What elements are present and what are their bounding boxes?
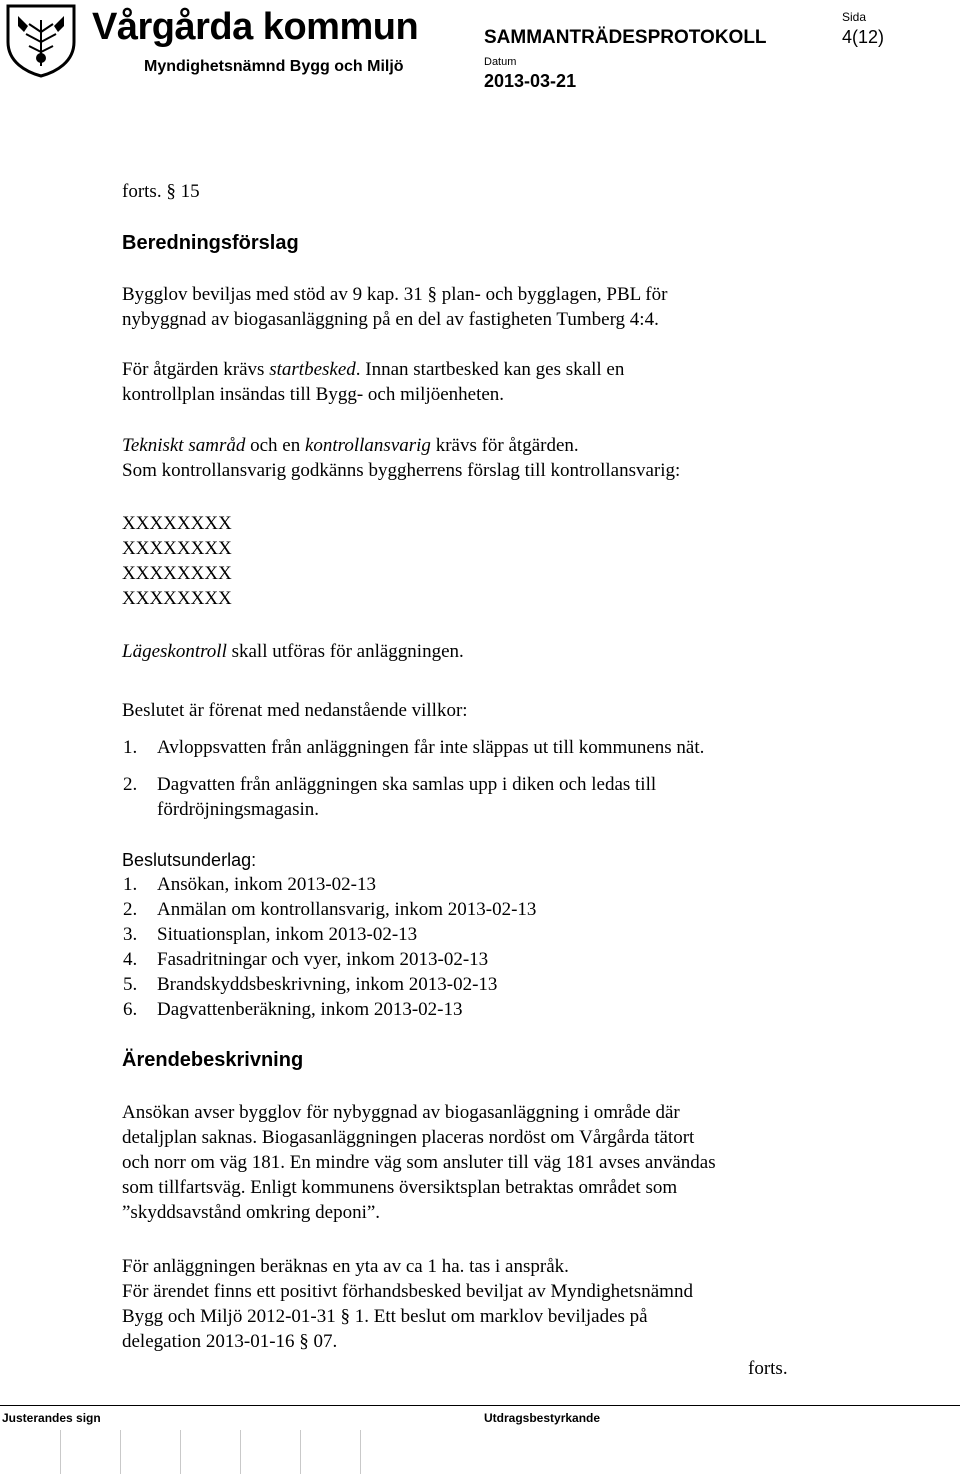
signature-box-divider (60, 1430, 61, 1474)
basis-item (123, 972, 498, 997)
footer-divider (0, 1405, 960, 1406)
startbesked-paragraph (122, 357, 842, 407)
basis-number: 2. (123, 899, 138, 920)
description-line: detaljplan saknas. Biogasanläggningen placeras nordöst om Vårgårda tätort (122, 1127, 695, 1148)
control-line-2: Som kontrollansvarig godkänns byggherrens förslag till kontrollansvarig: (122, 460, 681, 481)
conditions-intro: Beslutet är förenat med nedanstående villkor: (122, 700, 468, 721)
basis-item (123, 872, 377, 897)
signature-box-divider (240, 1430, 241, 1474)
text-run-italic: Lägeskontroll (122, 641, 227, 662)
text-run: . Innan startbesked kan ges skall en (355, 359, 625, 380)
description-paragraph-2 (122, 1254, 842, 1354)
text-run-italic: startbesked (269, 359, 356, 380)
text-run: och en (245, 435, 305, 456)
condition-item (123, 735, 705, 760)
description-paragraph (122, 1100, 842, 1225)
footer-extract-label: Utdragsbestyrkande (484, 1411, 601, 1425)
continuation-paragraph: forts. § 15 (122, 181, 200, 202)
signature-box-divider (300, 1430, 301, 1474)
date-label: Datum (484, 56, 517, 68)
redacted-names (122, 511, 842, 611)
basis-text: Brandskyddsbeskrivning, inkom 2013-02-13 (157, 974, 498, 995)
condition-text: Avloppsvatten från anläggningen får inte släppas ut till kommunens nät. (157, 737, 705, 758)
continued-marker: forts. (748, 1358, 788, 1379)
description-line: Ansökan avser bygglov för nybyggnad av biogasanläggning i område där (122, 1102, 680, 1123)
description-line: Bygg och Miljö 2012-01-31 § 1. Ett beslut om marklov beviljades på (122, 1306, 648, 1327)
condition-number: 1. (123, 737, 138, 758)
startbesked-line-1 (122, 357, 842, 382)
signature-box-divider (180, 1430, 181, 1474)
redacted-line: XXXXXXXX (122, 538, 232, 559)
signature-box-divider (360, 1430, 361, 1474)
position-check-paragraph (122, 639, 842, 664)
basis-text: Situationsplan, inkom 2013-02-13 (157, 924, 418, 945)
description-line: och norr om väg 181. En mindre väg som ansluter till väg 181 avses användas (122, 1152, 716, 1173)
date-value: 2013-03-21 (484, 71, 577, 91)
control-line-1 (122, 433, 842, 458)
redacted-line: XXXXXXXX (122, 513, 232, 534)
page-label: Sida (842, 10, 867, 24)
condition-item (123, 772, 657, 822)
basis-item (123, 897, 537, 922)
basis-number: 1. (123, 874, 138, 895)
permit-line-2: nybyggnad av biogasanläggning på en del av fastigheten Tumberg 4:4. (122, 309, 659, 330)
description-line: som tillfartsväg. Enligt kommunens översiktsplan betraktas området som (122, 1177, 678, 1198)
startbesked-line-2: kontrollplan insändas till Bygg- och miljöenheten. (122, 384, 505, 405)
condition-text: fördröjningsmagasin. (157, 799, 320, 820)
text-run-italic: kontrollansvarig (304, 435, 431, 456)
section-heading-arendebeskrivning: Ärendebeskrivning (122, 1049, 304, 1071)
basis-item (123, 947, 489, 972)
text-run-italic: Tekniskt samråd (122, 435, 246, 456)
document-type: SAMMANTRÄDESPROTOKOLL (484, 27, 767, 48)
basis-item (123, 922, 418, 947)
redacted-line: XXXXXXXX (122, 588, 232, 609)
basis-number: 5. (123, 974, 138, 995)
condition-text: Dagvatten från anläggningen ska samlas upp i diken och ledas till (157, 774, 657, 795)
control-paragraph (122, 433, 842, 483)
organization-name: Vårgårda kommun (92, 6, 419, 48)
basis-text: Fasadritningar och vyer, inkom 2013-02-13 (157, 949, 489, 970)
permit-paragraph (122, 282, 842, 332)
text-run: För åtgärden krävs (122, 359, 270, 380)
basis-text: Dagvattenberäkning, inkom 2013-02-13 (157, 999, 463, 1020)
basis-text: Ansökan, inkom 2013-02-13 (157, 874, 377, 895)
description-line: delegation 2013-01-16 § 07. (122, 1331, 338, 1352)
basis-number: 4. (123, 949, 138, 970)
footer-sign-label: Justerandes sign (2, 1411, 101, 1425)
condition-number: 2. (123, 774, 138, 795)
basis-item (123, 997, 463, 1022)
basis-text: Anmälan om kontrollansvarig, inkom 2013-02-13 (157, 899, 537, 920)
basis-number: 6. (123, 999, 138, 1020)
page-number: 4(12) (842, 27, 885, 47)
text-run: krävs för åtgärden. (430, 435, 579, 456)
description-line: ”skyddsavstånd omkring deponi”. (122, 1202, 381, 1223)
permit-line-1: Bygglov beviljas med stöd av 9 kap. 31 § plan- och bygglagen, PBL för (122, 284, 668, 305)
basis-heading: Beslutsunderlag: (122, 850, 257, 870)
section-heading-beredningsforslag: Beredningsförslag (122, 232, 299, 254)
signature-box-divider (120, 1430, 121, 1474)
description-line: För ärendet finns ett positivt förhandsbesked beviljat av Myndighetsnämnd (122, 1281, 693, 1302)
redacted-line: XXXXXXXX (122, 563, 232, 584)
basis-number: 3. (123, 924, 138, 945)
committee-name: Myndighetsnämnd Bygg och Miljö (144, 58, 404, 75)
description-line: För anläggningen beräknas en yta av ca 1 ha. tas i anspråk. (122, 1256, 569, 1277)
municipal-crest-logo (4, 2, 78, 78)
text-run: skall utföras för anläggningen. (226, 641, 464, 662)
